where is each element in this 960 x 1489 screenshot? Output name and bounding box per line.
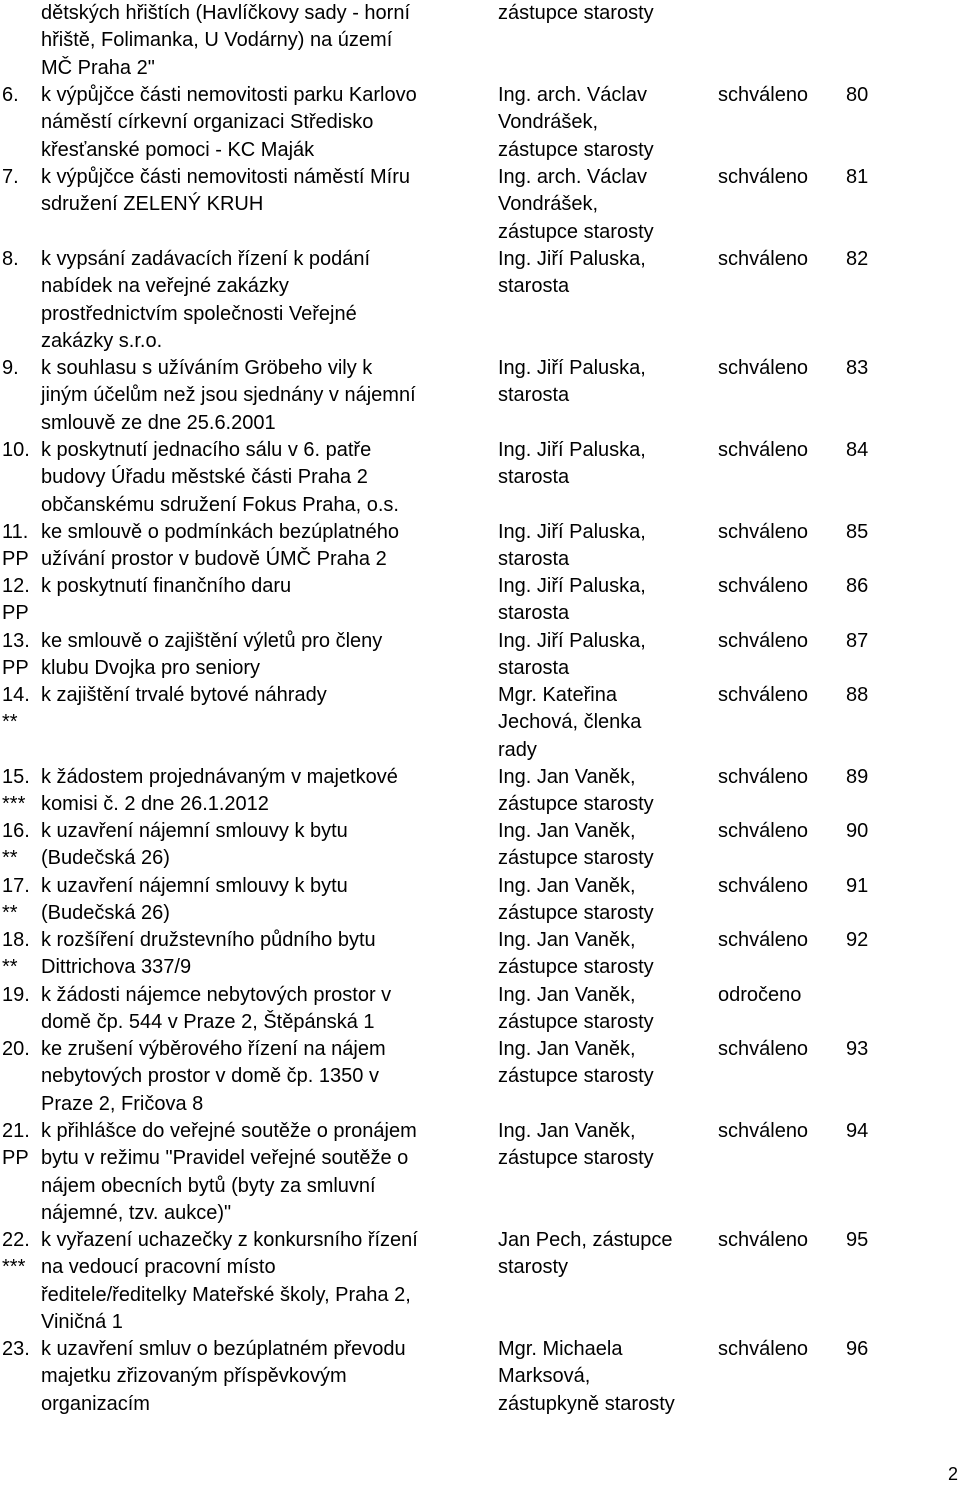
item-subject: k vypsání zadávacích řízení k podání nabídek na veřejné zakázky prostřednictvím společnosti Veřejné zakázky s.r.o. bbox=[41, 248, 371, 353]
item-number: 20. bbox=[2, 1038, 30, 1060]
resolution-number: 80 bbox=[846, 84, 869, 106]
item-subject: ke smlouvě o zajištění výletů pro členy klubu Dvojka pro seniory bbox=[41, 630, 383, 680]
item-result: schváleno bbox=[718, 1338, 809, 1360]
table-row bbox=[0, 573, 960, 628]
table-row bbox=[0, 818, 960, 873]
item-result: schváleno bbox=[718, 684, 809, 706]
item-result: schváleno bbox=[718, 575, 809, 597]
item-number: 22. *** bbox=[2, 1229, 30, 1279]
item-presenter: Ing. arch. Václav Vondrášek, zástupce starosty bbox=[498, 166, 654, 243]
table-row bbox=[0, 519, 960, 573]
item-result: schváleno bbox=[718, 820, 809, 842]
item-result: schváleno bbox=[718, 1229, 809, 1251]
item-result: schváleno bbox=[718, 766, 809, 788]
item-number: 12. PP bbox=[2, 575, 30, 625]
item-subject: k rozšíření družstevního půdního bytu Dittrichova 337/9 bbox=[41, 929, 376, 979]
table-row bbox=[0, 1118, 960, 1227]
item-presenter: Ing. Jan Vaněk, zástupce starosty bbox=[498, 1038, 654, 1088]
item-number: 6. bbox=[2, 84, 19, 106]
item-presenter: Mgr. Michaela Marksová, zástupkyně starosty bbox=[498, 1338, 675, 1415]
item-number: 13. PP bbox=[2, 630, 30, 680]
item-presenter: Ing. Jiří Paluska, starosta bbox=[498, 521, 646, 571]
item-subject: k uzavření nájemní smlouvy k bytu (Budečská 26) bbox=[41, 875, 348, 925]
item-result: schváleno bbox=[718, 1038, 809, 1060]
resolution-number: 81 bbox=[846, 166, 869, 188]
resolution-number: 95 bbox=[846, 1229, 869, 1251]
table-row bbox=[0, 164, 960, 246]
item-subject: k přihlášce do veřejné soutěže o pronájem bytu v režimu "Pravidel veřejné soutěže o nájem obecních bytů (byty za smluvní nájemné, tzv. aukce)" bbox=[41, 1120, 417, 1225]
item-number: 8. bbox=[2, 248, 19, 270]
item-subject: ke zrušení výběrového řízení na nájem nebytových prostor v domě čp. 1350 v Praze 2, Fričova 8 bbox=[41, 1038, 386, 1115]
resolution-number: 96 bbox=[846, 1338, 869, 1360]
resolution-number: 91 bbox=[846, 875, 869, 897]
item-presenter: Ing. Jan Vaněk, zástupce starosty bbox=[498, 766, 654, 816]
item-subject: k zajištění trvalé bytové náhrady bbox=[41, 684, 327, 706]
item-subject: k poskytnutí finančního daru bbox=[41, 575, 292, 597]
item-subject: k výpůjčce části nemovitosti náměstí Míru sdružení ZELENÝ KRUH bbox=[41, 166, 411, 216]
item-presenter: Ing. Jiří Paluska, starosta bbox=[498, 357, 646, 407]
item-number: 19. bbox=[2, 984, 30, 1006]
item-result: schváleno bbox=[718, 521, 809, 543]
item-result: schváleno bbox=[718, 1120, 809, 1142]
resolution-number: 84 bbox=[846, 439, 869, 461]
table-row bbox=[0, 1036, 960, 1118]
item-subject: k uzavření smluv o bezúplatném převodu majetku zřizovaným příspěvkovým organizacím bbox=[41, 1338, 406, 1415]
resolution-number: 88 bbox=[846, 684, 869, 706]
item-result: schváleno bbox=[718, 84, 809, 106]
table-row bbox=[0, 873, 960, 927]
resolution-number: 94 bbox=[846, 1120, 869, 1142]
item-presenter: Ing. Jiří Paluska, starosta bbox=[498, 439, 646, 489]
page-number: 2 bbox=[948, 1464, 959, 1484]
table-row bbox=[0, 246, 960, 355]
item-presenter: Ing. Jiří Paluska, starosta bbox=[498, 575, 646, 625]
resolution-number: 83 bbox=[846, 357, 869, 379]
resolution-number: 90 bbox=[846, 820, 869, 842]
table-row bbox=[0, 0, 960, 82]
item-presenter: Ing. Jiří Paluska, starosta bbox=[498, 248, 646, 298]
item-number: 9. bbox=[2, 357, 19, 379]
table-row bbox=[0, 682, 960, 764]
item-result: odročeno bbox=[718, 984, 802, 1006]
table-row bbox=[0, 437, 960, 519]
table-row bbox=[0, 1227, 960, 1336]
item-number: 10. bbox=[2, 439, 30, 461]
table-row bbox=[0, 628, 960, 682]
table-row bbox=[0, 927, 960, 982]
table-row bbox=[0, 355, 960, 437]
resolution-number: 85 bbox=[846, 521, 869, 543]
resolution-number: 87 bbox=[846, 630, 869, 652]
item-number: 11. PP bbox=[2, 521, 29, 571]
resolution-number: 82 bbox=[846, 248, 869, 270]
item-presenter: Ing. Jan Vaněk, zástupce starosty bbox=[498, 875, 654, 925]
item-presenter: Ing. Jiří Paluska, starosta bbox=[498, 630, 646, 680]
item-result: schváleno bbox=[718, 875, 809, 897]
table-row bbox=[0, 1336, 960, 1418]
item-subject: k poskytnutí jednacího sálu v 6. patře budovy Úřadu městské části Praha 2 občanskému sdružení Fokus Praha, o.s. bbox=[41, 439, 399, 516]
item-subject: k žádostem projednávaným v majetkové komisi č. 2 dne 26.1.2012 bbox=[41, 766, 398, 816]
table-row bbox=[0, 982, 960, 1036]
item-presenter: Ing. Jan Vaněk, zástupce starosty bbox=[498, 820, 654, 870]
resolution-number: 93 bbox=[846, 1038, 869, 1060]
item-presenter: zástupce starosty bbox=[498, 2, 654, 24]
item-number: 21. PP bbox=[2, 1120, 30, 1170]
item-presenter: Ing. Jan Vaněk, zástupce starosty bbox=[498, 984, 654, 1034]
resolution-number: 92 bbox=[846, 929, 869, 951]
resolution-number: 86 bbox=[846, 575, 869, 597]
item-subject: k souhlasu s užíváním Gröbeho vily k jiným účelům než jsou sjednány v nájemní smlouvě ze dne 25.6.2001 bbox=[41, 357, 416, 434]
item-presenter: Jan Pech, zástupce starosty bbox=[498, 1229, 673, 1279]
item-subject: k vyřazení uchazečky z konkursního řízení na vedoucí pracovní místo ředitele/ředitelky Mateřské školy, Praha 2, Viničná 1 bbox=[41, 1229, 418, 1334]
item-number: 17. ** bbox=[2, 875, 30, 925]
item-presenter: Mgr. Kateřina Jechová, členka rady bbox=[498, 684, 642, 761]
table-row bbox=[0, 82, 960, 164]
item-number: 7. bbox=[2, 166, 19, 188]
item-result: schváleno bbox=[718, 357, 809, 379]
item-subject: k žádosti nájemce nebytových prostor v domě čp. 544 v Praze 2, Štěpánská 1 bbox=[41, 984, 392, 1034]
item-subject: k uzavření nájemní smlouvy k bytu (Budečská 26) bbox=[41, 820, 348, 870]
item-result: schváleno bbox=[718, 166, 809, 188]
item-presenter: Ing. Jan Vaněk, zástupce starosty bbox=[498, 1120, 654, 1170]
item-number: 18. ** bbox=[2, 929, 30, 979]
item-number: 14. ** bbox=[2, 684, 30, 734]
item-presenter: Ing. Jan Vaněk, zástupce starosty bbox=[498, 929, 654, 979]
resolution-number: 89 bbox=[846, 766, 869, 788]
item-result: schváleno bbox=[718, 248, 809, 270]
item-number: 16. ** bbox=[2, 820, 30, 870]
item-number: 15. *** bbox=[2, 766, 30, 816]
item-presenter: Ing. arch. Václav Vondrášek, zástupce starosty bbox=[498, 84, 654, 161]
item-number: 23. bbox=[2, 1338, 30, 1360]
item-result: schváleno bbox=[718, 439, 809, 461]
item-result: schváleno bbox=[718, 929, 809, 951]
item-subject: dětských hřištích (Havlíčkovy sady - horní hřiště, Folimanka, U Vodárny) na území MČ Praha 2" bbox=[41, 2, 411, 79]
item-result: schváleno bbox=[718, 630, 809, 652]
table-row bbox=[0, 764, 960, 818]
item-subject: ke smlouvě o podmínkách bezúplatného užívání prostor v budově ÚMČ Praha 2 bbox=[41, 521, 400, 571]
item-subject: k výpůjčce části nemovitosti parku Karlovo náměstí církevní organizaci Středisko křesťanské pomoci - KC Maják bbox=[41, 84, 417, 161]
